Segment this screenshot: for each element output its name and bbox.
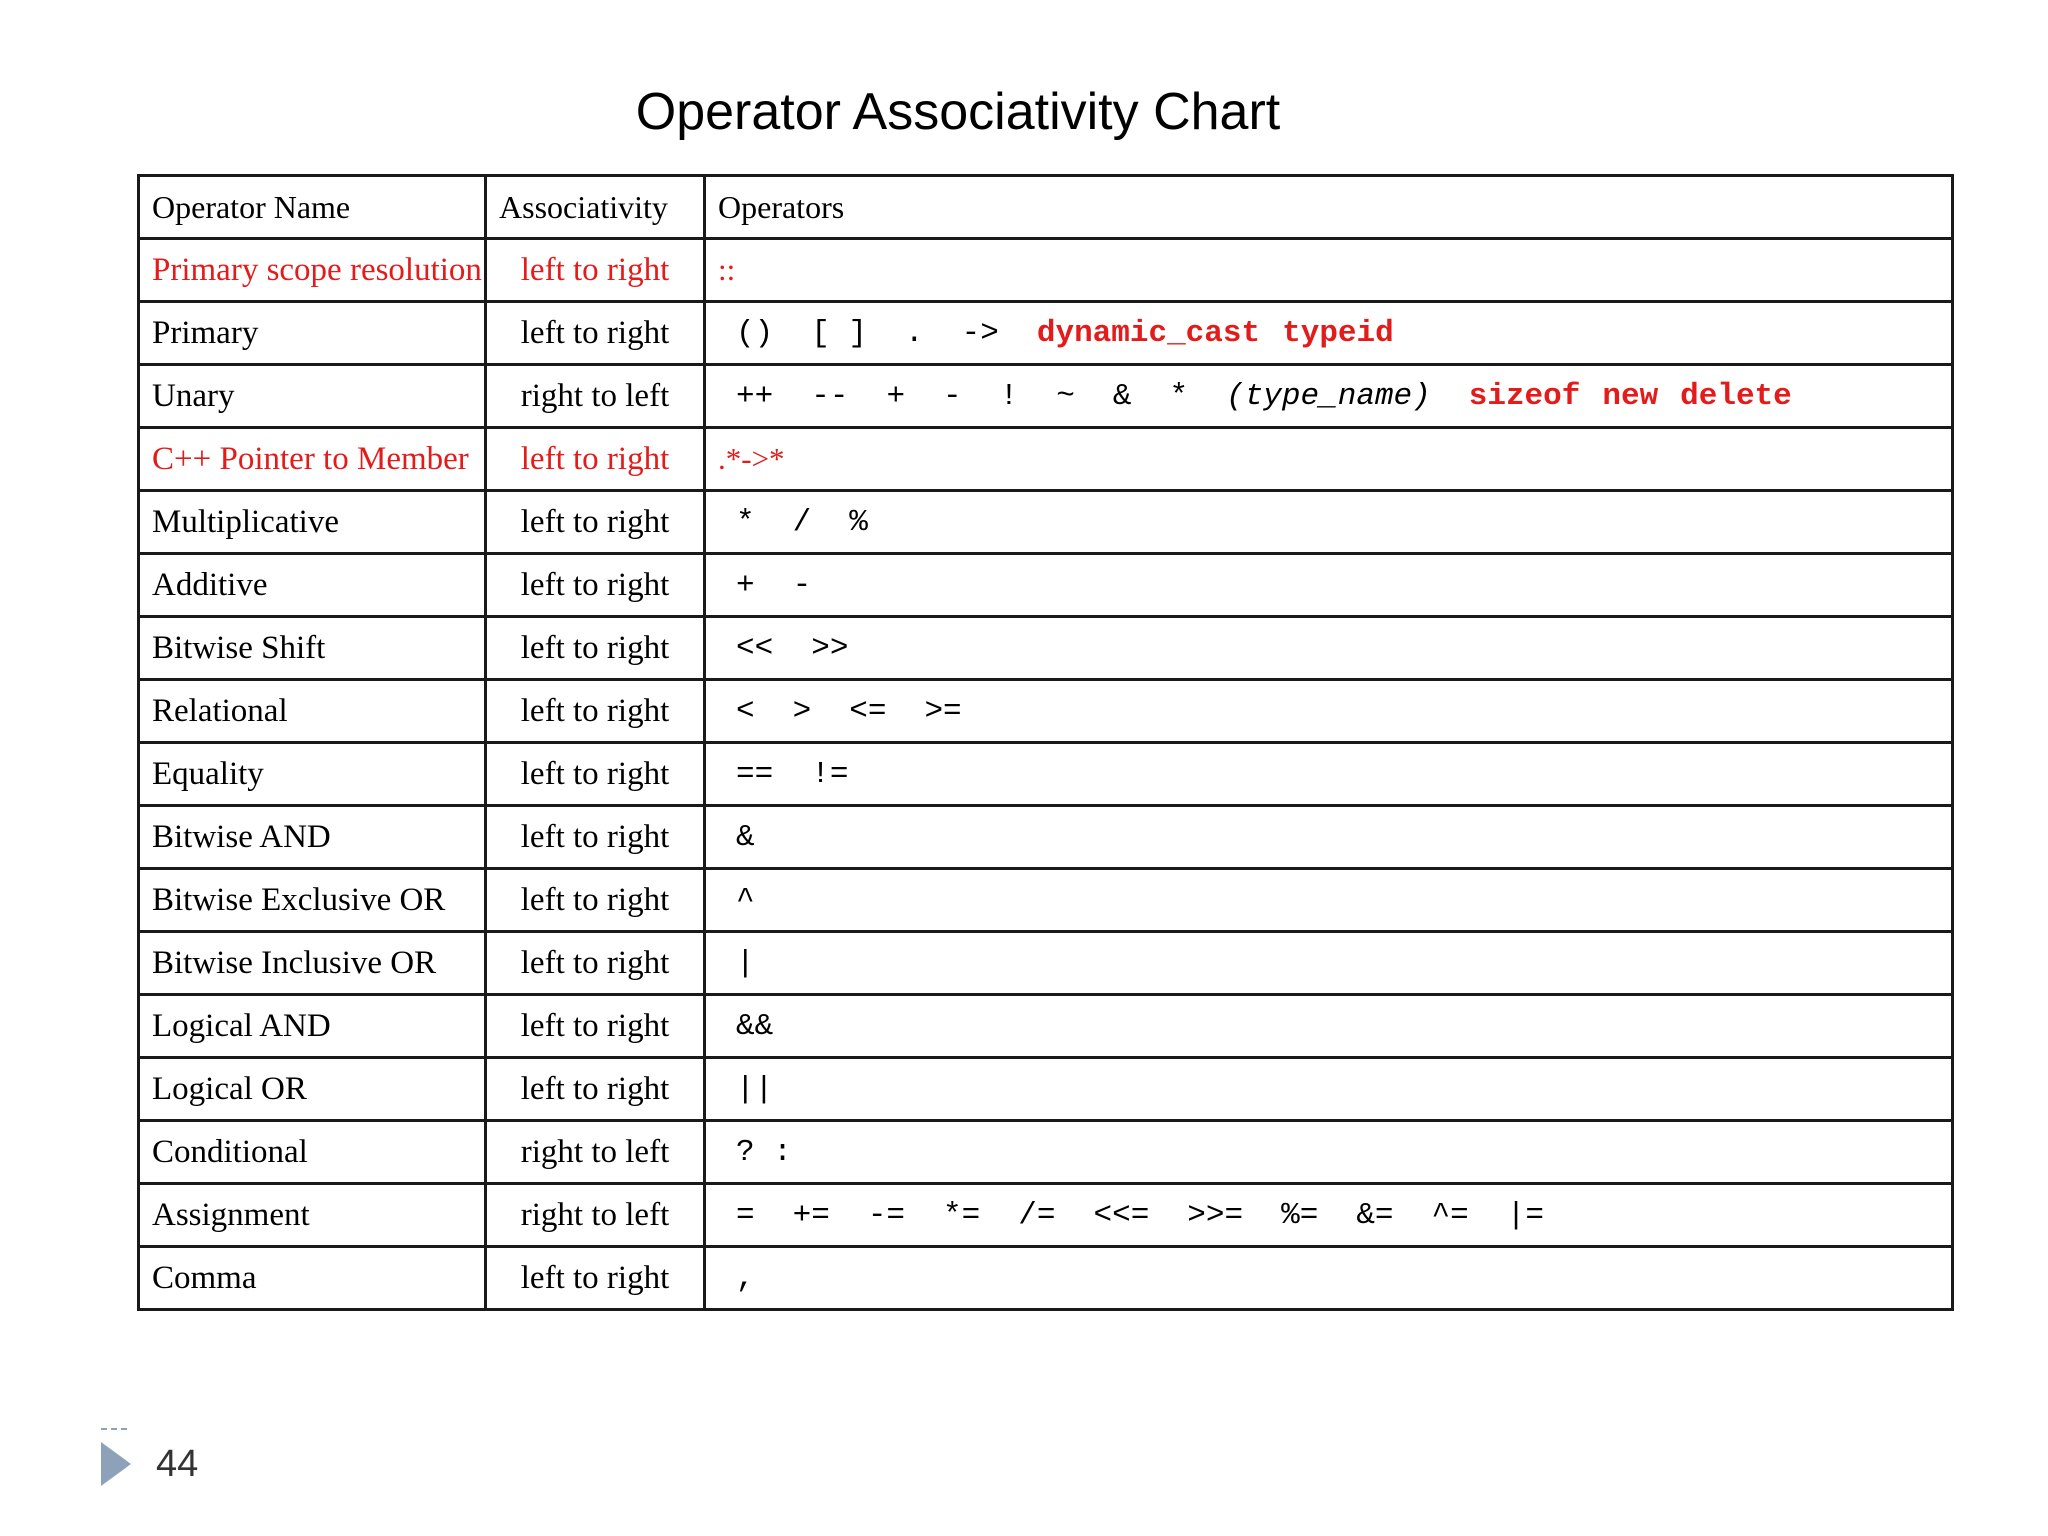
operators-cell <box>705 1184 1953 1247</box>
operators-cell <box>705 1121 1953 1184</box>
keyword-operator: typeid <box>1282 315 1394 351</box>
operator-associativity-table <box>137 174 1954 1311</box>
operator-token: -= <box>867 1197 906 1233</box>
operator-token: () <box>736 315 774 351</box>
table-row <box>139 302 1953 365</box>
operator-token: += <box>792 1197 830 1233</box>
operators-cell <box>705 743 1953 806</box>
header-operator-name: Operator Name <box>139 176 486 239</box>
associativity-cell: left to right <box>486 617 705 680</box>
keyword-operator: delete <box>1680 378 1792 414</box>
operators-cell <box>705 491 1953 554</box>
associativity-cell: right to left <box>486 365 705 428</box>
header-operators: Operators <box>705 176 1953 239</box>
operators-cell <box>705 428 1953 491</box>
table-row <box>139 1184 1953 1247</box>
operator-token: .*->* <box>718 441 785 476</box>
operator-name-cell: Logical OR <box>139 1058 486 1121</box>
table-row <box>139 806 1953 869</box>
operator-token: == <box>736 756 774 792</box>
slide-title: Operator Associativity Chart <box>635 83 1281 141</box>
operator-name-cell: Primary <box>139 302 486 365</box>
operators-cell <box>705 869 1953 932</box>
operators-cell <box>705 239 1953 302</box>
operator-name-cell: Comma <box>139 1247 486 1310</box>
associativity-cell: left to right <box>486 995 705 1058</box>
operator-token: ^= <box>1431 1197 1469 1233</box>
associativity-cell: left to right <box>486 1247 705 1310</box>
associativity-cell: right to left <box>486 1121 705 1184</box>
operator-token: ~ <box>1056 378 1075 414</box>
associativity-cell: left to right <box>486 302 705 365</box>
operator-token: - <box>792 567 812 603</box>
associativity-cell: right to left <box>486 1184 705 1247</box>
associativity-cell: left to right <box>486 554 705 617</box>
operators-cell <box>705 1058 1953 1121</box>
operators-cell <box>705 1247 1953 1310</box>
operator-token: | <box>736 945 755 981</box>
operator-token: + <box>736 567 755 603</box>
page-number: 44 <box>156 1443 199 1485</box>
keyword-operator: sizeof <box>1468 378 1581 414</box>
operator-token: (type_name) <box>1226 378 1431 414</box>
operator-token: ! <box>999 378 1019 414</box>
operator-token: << <box>736 630 774 666</box>
table-row <box>139 743 1953 806</box>
operator-token: ++ <box>736 378 774 414</box>
operators-cell <box>705 365 1953 428</box>
operator-name-cell: Bitwise AND <box>139 806 486 869</box>
associativity-cell: left to right <box>486 1058 705 1121</box>
table-row <box>139 995 1953 1058</box>
operator-token: = <box>736 1197 755 1233</box>
operator-token: && <box>736 1008 774 1044</box>
operator-token: |= <box>1506 1197 1544 1233</box>
table-row <box>139 932 1953 995</box>
operator-token: %= <box>1281 1197 1319 1233</box>
operator-table-container <box>137 174 1951 1311</box>
operators-cell <box>705 554 1953 617</box>
operator-token: *= <box>943 1197 981 1233</box>
operator-name-cell: Bitwise Shift <box>139 617 486 680</box>
operator-token: >= <box>924 693 962 729</box>
keyword-operator: new <box>1602 378 1659 414</box>
operators-cell <box>705 932 1953 995</box>
operator-token: * <box>1169 378 1189 414</box>
operator-token: /= <box>1018 1197 1056 1233</box>
operator-token: < <box>736 693 755 729</box>
table-row <box>139 680 1953 743</box>
operator-name-cell: Multiplicative <box>139 491 486 554</box>
associativity-cell: left to right <box>486 239 705 302</box>
table-row <box>139 239 1953 302</box>
operator-token: ? : <box>736 1134 792 1170</box>
table-row <box>139 1247 1953 1310</box>
operators-cell <box>705 302 1953 365</box>
operator-token: <<= <box>1093 1197 1150 1233</box>
table-row <box>139 617 1953 680</box>
associativity-cell: left to right <box>486 680 705 743</box>
table-row <box>139 491 1953 554</box>
operators-cell <box>705 995 1953 1058</box>
operator-token: . <box>905 315 924 351</box>
operator-token: , <box>736 1260 755 1296</box>
operator-token: <= <box>849 693 887 729</box>
operator-name-cell: Conditional <box>139 1121 486 1184</box>
operator-name-cell: Unary <box>139 365 486 428</box>
operator-token: > <box>792 693 812 729</box>
operator-token: + <box>886 378 906 414</box>
operator-token: -- <box>811 378 849 414</box>
operator-token: & <box>736 819 755 855</box>
operator-token: ^ <box>736 882 755 918</box>
keyword-operator: dynamic_cast <box>1036 315 1261 351</box>
table-row <box>139 869 1953 932</box>
operator-token: / <box>792 504 812 540</box>
operator-token: % <box>849 504 868 540</box>
footer-divider <box>101 1428 127 1430</box>
table-row <box>139 428 1953 491</box>
operator-token: != <box>811 756 849 792</box>
operator-name-cell: C++ Pointer to Member <box>139 428 486 491</box>
operator-name-cell: Assignment <box>139 1184 486 1247</box>
associativity-cell: left to right <box>486 743 705 806</box>
triangle-bullet-icon <box>101 1442 131 1486</box>
operator-token: >> <box>811 630 849 666</box>
table-row <box>139 1121 1953 1184</box>
associativity-cell: left to right <box>486 869 705 932</box>
associativity-cell: left to right <box>486 932 705 995</box>
table-header-row <box>139 176 1953 239</box>
operators-cell <box>705 806 1953 869</box>
operator-token: [ ] <box>811 315 868 351</box>
operator-name-cell: Logical AND <box>139 995 486 1058</box>
table-body <box>139 239 1953 1310</box>
header-associativity: Associativity <box>486 176 705 239</box>
operators-cell <box>705 680 1953 743</box>
associativity-cell: left to right <box>486 428 705 491</box>
operator-token: - <box>943 378 962 414</box>
operator-token: & <box>1112 378 1132 414</box>
operator-name-cell: Equality <box>139 743 486 806</box>
operators-cell <box>705 617 1953 680</box>
associativity-cell: left to right <box>486 491 705 554</box>
operator-name-cell: Primary scope resolution <box>139 239 486 302</box>
operator-token: >>= <box>1187 1197 1244 1233</box>
table-row <box>139 365 1953 428</box>
operator-token: :: <box>718 252 736 287</box>
operator-name-cell: Relational <box>139 680 486 743</box>
table-row <box>139 554 1953 617</box>
operator-name-cell: Additive <box>139 554 486 617</box>
associativity-cell: left to right <box>486 806 705 869</box>
operator-token: &= <box>1356 1197 1394 1233</box>
operator-name-cell: Bitwise Inclusive OR <box>139 932 486 995</box>
operator-name-cell: Bitwise Exclusive OR <box>139 869 486 932</box>
operator-token: -> <box>961 315 999 351</box>
operator-token: || <box>736 1071 774 1107</box>
operator-token: * <box>736 504 755 540</box>
table-row <box>139 1058 1953 1121</box>
